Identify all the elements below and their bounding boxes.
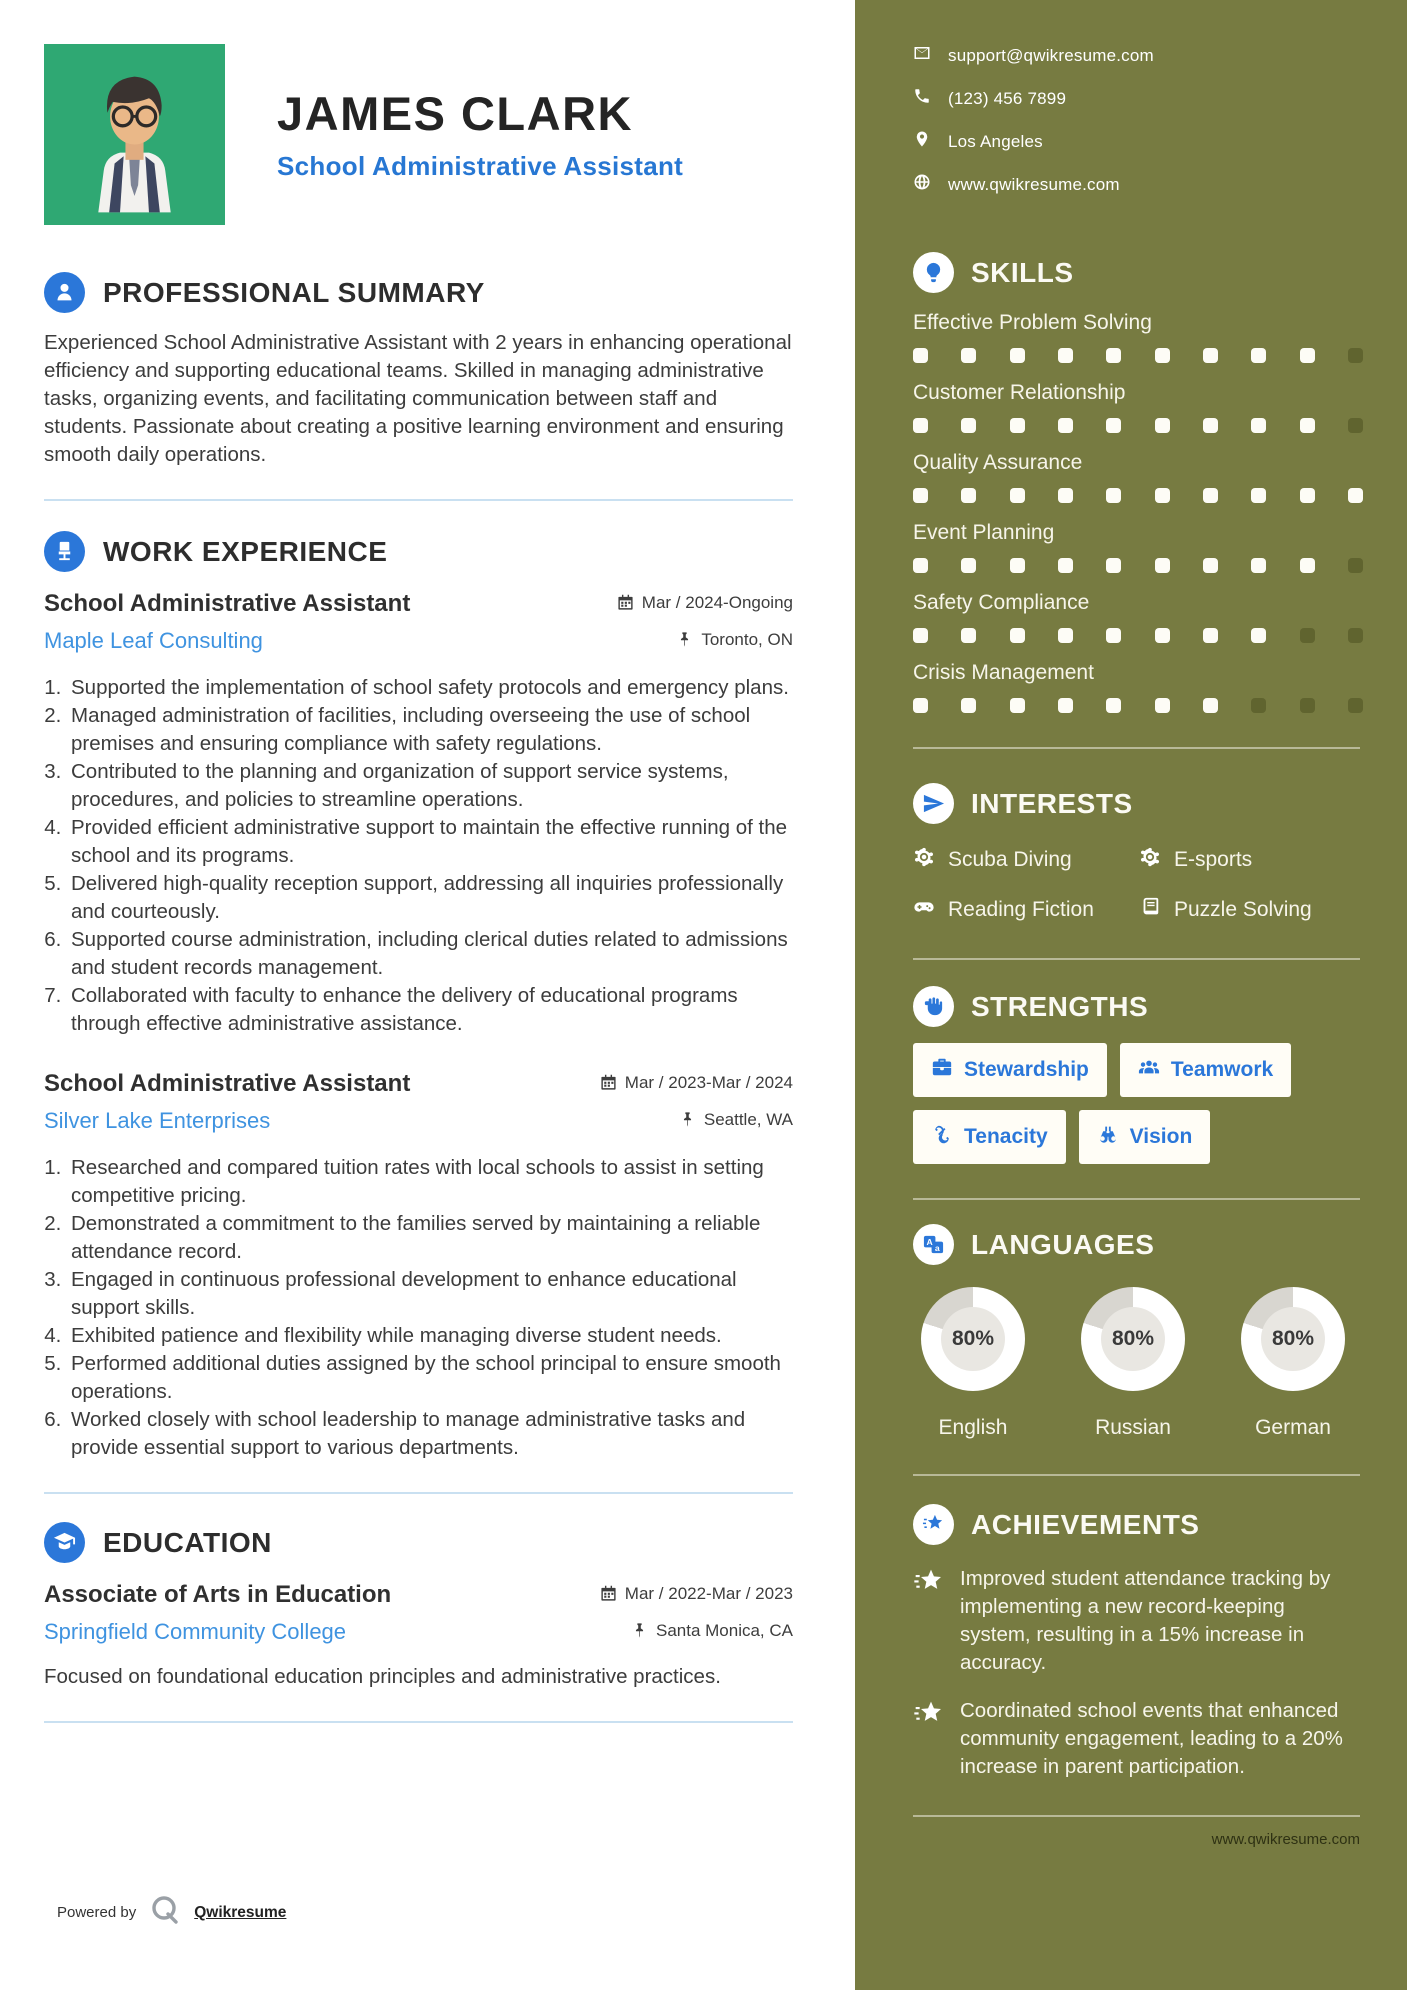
skill-square-empty <box>1300 698 1315 713</box>
skill-name: Safety Compliance <box>913 591 1090 614</box>
translate-icon <box>913 1224 954 1265</box>
skill-square-filled <box>1203 418 1218 433</box>
skill-square-empty <box>1348 558 1363 573</box>
globe-icon <box>913 173 931 196</box>
bullet-item: 2. Managed administration of facilities, including overseeing the use of school premises and ensuring compliance with safety regulations. <box>67 702 793 758</box>
skill-name: Customer Relationship <box>913 381 1126 404</box>
languages-heading: LANGUAGES <box>971 1228 1155 1260</box>
skill-square-filled <box>961 488 976 503</box>
job-entry-2 <box>44 1070 793 1462</box>
language-item <box>1233 1287 1353 1440</box>
job-dates <box>600 1073 793 1093</box>
skill-square-filled <box>1106 418 1121 433</box>
language-item <box>1073 1287 1193 1440</box>
skill-square-filled <box>1203 698 1218 713</box>
skill-square-filled <box>913 698 928 713</box>
strength-label: Tenacity <box>964 1125 1048 1148</box>
skill-square-filled <box>1010 348 1025 363</box>
helm-icon <box>1139 846 1161 874</box>
divider <box>44 499 793 501</box>
interest-label: E-sports <box>1174 848 1253 871</box>
skill-square-filled <box>1155 698 1170 713</box>
languages-section-heading <box>913 1224 1360 1265</box>
achievements-heading: ACHIEVEMENTS <box>971 1508 1200 1540</box>
pushpin-icon <box>676 631 693 648</box>
interest-item <box>1139 846 1360 874</box>
achievement-text: Coordinated school events that enhanced community engagement, leading to a 20% increase in parent participation. <box>960 1699 1343 1778</box>
interest-item <box>913 896 1139 924</box>
skill-square-filled <box>1203 488 1218 503</box>
divider <box>913 747 1360 749</box>
education-dates-text: Mar / 2022-Mar / 2023 <box>624 1583 793 1603</box>
contact-item[interactable] <box>913 87 1360 110</box>
skill-square-filled <box>1058 348 1073 363</box>
skill-square-filled <box>1058 418 1073 433</box>
skill-square-filled <box>961 628 976 643</box>
job-dates-text: Mar / 2023-Mar / 2024 <box>624 1072 793 1092</box>
education-location <box>631 1621 793 1641</box>
bullet-item: 7. Collaborated with faculty to enhance the delivery of educational programs through effective administrative assistance. <box>67 982 793 1038</box>
skill-square-filled <box>1106 488 1121 503</box>
person-job-title: School Administrative Assistant <box>277 151 684 181</box>
calendar-icon <box>617 594 634 611</box>
education-location-text: Santa Monica, CA <box>655 1620 793 1640</box>
job-dates-text: Mar / 2024-Ongoing <box>641 592 793 612</box>
bullet-item: 4. Exhibited patience and flexibility while managing diverse student needs. <box>67 1322 793 1350</box>
bullet-item: 6. Worked closely with school leadership to manage administrative tasks and provide essential support to various departments. <box>67 1406 793 1462</box>
book-icon <box>1139 896 1161 924</box>
divider <box>44 1492 793 1494</box>
interests-heading: INTERESTS <box>971 787 1133 819</box>
name-block <box>225 44 683 225</box>
qwikresume-logo-icon <box>148 1893 182 1932</box>
skill-square-filled <box>1251 348 1266 363</box>
header <box>44 44 793 225</box>
skill-name: Crisis Management <box>913 661 1094 684</box>
skill-square-empty <box>1348 698 1363 713</box>
bullet-item: 3. Contributed to the planning and organization of support service systems, procedures, and policies to streamline operations. <box>67 758 793 814</box>
skill-square-filled <box>1058 558 1073 573</box>
bullet-item: 1. Supported the implementation of school safety protocols and emergency plans. <box>67 674 793 702</box>
strengths-list <box>913 1043 1363 1164</box>
shooting-star-icon <box>913 1697 945 1781</box>
right-column <box>855 0 1407 1990</box>
mail-icon <box>913 44 931 67</box>
language-percent: 80% <box>1261 1307 1325 1371</box>
helm-icon <box>913 846 935 874</box>
phone-icon <box>913 87 931 110</box>
divider <box>913 1815 1360 1817</box>
achievement-item <box>913 1697 1360 1781</box>
skill-square-filled <box>1010 558 1025 573</box>
language-donut-chart <box>1241 1287 1345 1391</box>
briefcase-icon <box>931 1056 953 1084</box>
skills-section-heading <box>913 252 1360 293</box>
skill-square-filled <box>1203 628 1218 643</box>
interest-label: Reading Fiction <box>948 898 1094 921</box>
language-donut-chart <box>1081 1287 1185 1391</box>
pushpin-icon <box>631 1622 648 1639</box>
paper-plane-icon <box>913 783 954 824</box>
job-location <box>676 630 793 650</box>
education-heading: EDUCATION <box>103 1526 272 1558</box>
skill-name: Effective Problem Solving <box>913 311 1152 334</box>
job-title: School Administrative Assistant <box>44 590 411 617</box>
powered-by-label: Powered by <box>57 1904 137 1921</box>
company-link[interactable]: Silver Lake Enterprises <box>44 1108 271 1133</box>
team-icon <box>1138 1056 1160 1084</box>
job-bullet-list <box>67 674 793 1038</box>
skill-square-filled <box>961 348 976 363</box>
star-icon <box>913 1504 954 1545</box>
language-name: English <box>938 1416 1008 1439</box>
education-entry <box>44 1581 793 1691</box>
skill-item <box>913 521 1360 573</box>
skill-level-squares <box>913 698 1363 713</box>
skill-square-filled <box>1106 698 1121 713</box>
skill-square-filled <box>1058 628 1073 643</box>
language-percent: 80% <box>941 1307 1005 1371</box>
job-location-text: Toronto, ON <box>701 629 793 649</box>
contact-text: Los Angeles <box>948 131 1043 151</box>
skill-square-filled <box>961 698 976 713</box>
pin-icon <box>913 130 931 153</box>
skill-square-filled <box>1106 628 1121 643</box>
skill-square-empty <box>1348 418 1363 433</box>
language-item <box>913 1287 1033 1440</box>
skill-name: Event Planning <box>913 521 1055 544</box>
skill-square-filled <box>1010 628 1025 643</box>
school-link[interactable]: Springfield Community College <box>44 1619 347 1644</box>
skill-square-empty <box>1300 628 1315 643</box>
skill-square-filled <box>1106 348 1121 363</box>
svg-text:A: A <box>926 1236 933 1247</box>
contact-text: (123) 456 7899 <box>948 88 1067 108</box>
skill-square-filled <box>961 418 976 433</box>
bullet-item: 5. Delivered high-quality reception support, addressing all inquiries professionally and courteously. <box>67 870 793 926</box>
divider <box>913 1474 1360 1476</box>
skill-item <box>913 311 1360 363</box>
chain-icon <box>931 1123 953 1151</box>
achievement-text: Improved student attendance tracking by implementing a new record-keeping system, resulting in a 15% increase in accuracy. <box>960 1567 1331 1674</box>
skill-level-squares <box>913 628 1363 643</box>
interest-label: Scuba Diving <box>948 848 1072 871</box>
interests-list <box>913 846 1360 924</box>
skill-square-filled <box>1300 488 1315 503</box>
person-name: JAMES CLARK <box>277 87 633 140</box>
summary-text: Experienced School Administrative Assistant with 2 years in enhancing operational efficiency and supporting educational teams. Skilled in managing administrative tasks, organizing events, and facilitating communication between staff and students. Passionate about creating a positive learning environment and ensuring smooth daily operations. <box>44 331 792 466</box>
skill-square-filled <box>1251 488 1266 503</box>
language-name: Russian <box>1095 1416 1171 1439</box>
skill-square-filled <box>1106 558 1121 573</box>
skill-square-filled <box>961 558 976 573</box>
skill-item <box>913 451 1360 503</box>
strength-badge <box>1079 1110 1211 1164</box>
strengths-section-heading <box>913 986 1360 1027</box>
language-name: German <box>1255 1416 1331 1439</box>
skill-square-filled <box>1155 418 1170 433</box>
svg-text:a: a <box>934 1242 940 1253</box>
skills-heading: SKILLS <box>971 256 1074 288</box>
job-bullet-list <box>67 1154 793 1462</box>
interests-section-heading <box>913 783 1360 824</box>
divider <box>913 958 1360 960</box>
achievements-section-heading <box>913 1504 1360 1545</box>
shooting-star-icon <box>913 1565 945 1677</box>
skill-level-squares <box>913 488 1363 503</box>
skill-square-filled <box>1058 698 1073 713</box>
avatar-illustration <box>44 44 225 225</box>
strength-badge <box>1120 1043 1291 1097</box>
skill-item <box>913 591 1360 643</box>
fist-icon <box>913 986 954 1027</box>
skill-square-filled <box>913 348 928 363</box>
strengths-heading: STRENGTHS <box>971 990 1149 1022</box>
strength-label: Vision <box>1129 1125 1193 1148</box>
language-percent: 80% <box>1101 1307 1165 1371</box>
language-donut-chart <box>921 1287 1025 1391</box>
skill-square-filled <box>1300 418 1315 433</box>
skill-item <box>913 661 1360 713</box>
skill-square-filled <box>1203 558 1218 573</box>
interest-label: Puzzle Solving <box>1174 898 1312 921</box>
skill-level-squares <box>913 348 1363 363</box>
skill-square-filled <box>1155 488 1170 503</box>
gamepad-icon <box>913 896 935 924</box>
job-location <box>679 1110 793 1130</box>
job-dates <box>617 593 793 613</box>
strength-badge <box>913 1043 1107 1097</box>
interest-item <box>913 846 1139 874</box>
pushpin-icon <box>679 1111 696 1128</box>
interest-item <box>1139 896 1360 924</box>
skill-square-filled <box>1010 488 1025 503</box>
skill-square-filled <box>1300 348 1315 363</box>
contact-item[interactable] <box>913 173 1360 196</box>
bullet-item: 6. Supported course administration, including clerical duties related to admissions and student records management. <box>67 926 793 982</box>
bullet-item: 2. Demonstrated a commitment to the families served by maintaining a reliable attendance record. <box>67 1210 793 1266</box>
strength-badge <box>913 1110 1066 1164</box>
skill-square-filled <box>1010 698 1025 713</box>
summary-section-heading <box>44 272 793 313</box>
binoculars-icon <box>1097 1123 1119 1151</box>
footer <box>57 1893 286 1932</box>
job-entry-1 <box>44 590 793 1038</box>
skill-square-filled <box>1155 348 1170 363</box>
website-footer: www.qwikresume.com <box>1211 1831 1360 1848</box>
degree-title: Associate of Arts in Education <box>44 1581 392 1608</box>
graduate-icon <box>44 1522 85 1563</box>
skill-level-squares <box>913 558 1363 573</box>
person-icon <box>44 272 85 313</box>
strength-label: Teamwork <box>1170 1058 1274 1081</box>
summary-heading: PROFESSIONAL SUMMARY <box>103 276 485 308</box>
skill-name: Quality Assurance <box>913 451 1083 474</box>
work-section-heading <box>44 531 793 572</box>
contact-item[interactable] <box>913 44 1360 67</box>
skill-square-filled <box>1155 558 1170 573</box>
job-title: School Administrative Assistant <box>44 1070 411 1097</box>
contact-text: support@qwikresume.com <box>948 45 1154 65</box>
achievements-list <box>913 1565 1360 1781</box>
education-section-heading <box>44 1522 793 1563</box>
work-heading: WORK EXPERIENCE <box>103 535 388 567</box>
calendar-icon <box>600 1585 617 1602</box>
company-link[interactable]: Maple Leaf Consulting <box>44 628 263 653</box>
skill-square-filled <box>1348 488 1363 503</box>
contact-item[interactable] <box>913 130 1360 153</box>
education-description: Focused on foundational education principles and administrative practices. <box>44 1665 721 1688</box>
skill-square-filled <box>1251 628 1266 643</box>
skill-level-squares <box>913 418 1363 433</box>
bullet-item: 5. Performed additional duties assigned by the school principal to ensure smooth operations. <box>67 1350 793 1406</box>
skill-square-empty <box>1348 628 1363 643</box>
skill-square-filled <box>1058 488 1073 503</box>
bullet-item: 1. Researched and compared tuition rates with local schools to assist in setting competitive pricing. <box>67 1154 793 1210</box>
job-location-text: Seattle, WA <box>703 1109 793 1129</box>
bullet-item: 3. Engaged in continuous professional development to enhance educational support skills. <box>67 1266 793 1322</box>
achievement-item <box>913 1565 1360 1677</box>
skills-list <box>913 311 1360 713</box>
lightbulb-icon <box>913 252 954 293</box>
calendar-icon <box>600 1074 617 1091</box>
strength-label: Stewardship <box>964 1058 1089 1081</box>
skill-square-empty <box>1348 348 1363 363</box>
skill-square-filled <box>913 628 928 643</box>
divider <box>44 1721 793 1723</box>
profile-photo <box>44 44 225 225</box>
skill-square-filled <box>1300 558 1315 573</box>
skill-square-filled <box>1203 348 1218 363</box>
contact-list <box>913 44 1360 196</box>
skill-square-filled <box>1155 628 1170 643</box>
qwikresume-link[interactable]: Qwikresume <box>194 1903 287 1921</box>
contact-text: www.qwikresume.com <box>948 174 1120 194</box>
skill-square-filled <box>1010 418 1025 433</box>
skill-square-filled <box>913 558 928 573</box>
office-chair-icon <box>44 531 85 572</box>
skill-square-filled <box>913 418 928 433</box>
divider <box>913 1198 1360 1200</box>
languages-list <box>913 1287 1353 1440</box>
education-dates <box>600 1584 793 1604</box>
skill-item <box>913 381 1360 433</box>
skill-square-empty <box>1251 698 1266 713</box>
bullet-item: 4. Provided efficient administrative support to maintain the effective running of the school and its programs. <box>67 814 793 870</box>
skill-square-filled <box>1251 418 1266 433</box>
skill-square-filled <box>1251 558 1266 573</box>
skill-square-filled <box>913 488 928 503</box>
